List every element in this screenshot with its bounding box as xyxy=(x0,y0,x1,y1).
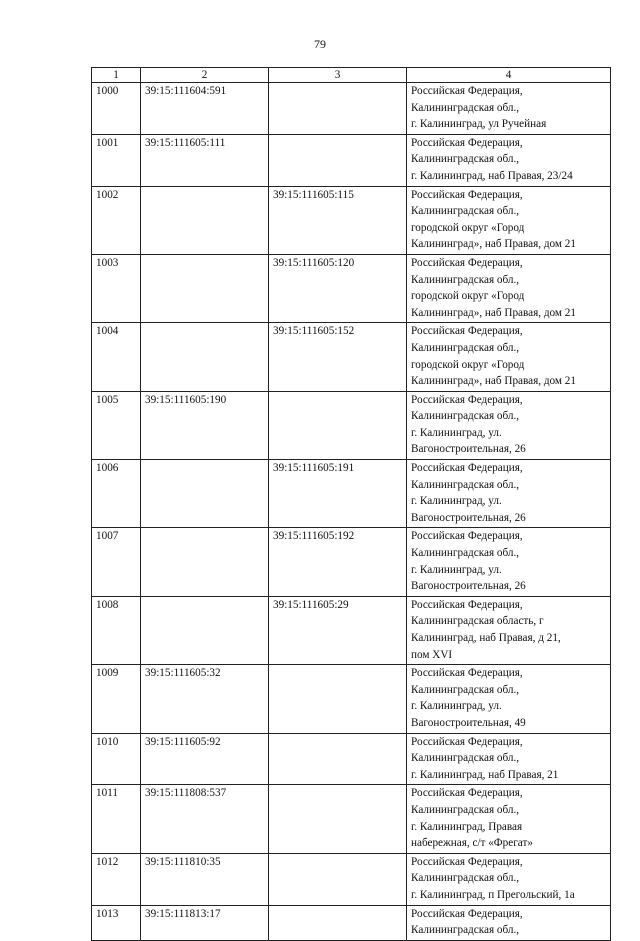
row-number-cell: 1011 xyxy=(92,785,141,853)
row-number-cell: 1002 xyxy=(92,186,141,254)
address-line: г. Калининград, п Прегольский, 1а xyxy=(411,888,575,901)
address-line: Калининградская обл., xyxy=(411,683,520,696)
address-line: г. Калининград, ул. xyxy=(411,700,502,713)
address-line: Калининград», наб Правая, дом 21 xyxy=(411,375,576,388)
address-cell xyxy=(407,733,611,785)
cadastral-number-cell xyxy=(141,528,269,596)
building-cadastral-number-cell xyxy=(269,853,407,905)
building-cadastral-number-cell: 39:15:111605:29 xyxy=(269,596,407,664)
address-cell xyxy=(407,134,611,186)
address-line: Калининградская обл., xyxy=(411,547,520,560)
row-number-cell: 1012 xyxy=(92,853,141,905)
row-number-cell: 1013 xyxy=(92,905,141,940)
address-cell xyxy=(407,460,611,528)
address-line: Российская Федерация, xyxy=(411,735,523,748)
cadastral-number-cell: 39:15:111604:591 xyxy=(141,83,269,135)
address-line: Калининградская обл., xyxy=(411,341,520,354)
row-number-cell: 1008 xyxy=(92,596,141,664)
building-cadastral-number-cell xyxy=(269,785,407,853)
cadastral-number-cell: 39:15:111808:537 xyxy=(141,785,269,853)
address-line: Калининградская обл., xyxy=(411,273,520,286)
address-line: пом XVI xyxy=(411,648,453,661)
address-line: Российская Федерация, xyxy=(411,325,523,338)
address-line: Калининградская обл., xyxy=(411,205,520,218)
header-col-3: 3 xyxy=(269,68,407,83)
building-cadastral-number-cell xyxy=(269,905,407,940)
address-line: г. Калининград, ул. xyxy=(411,426,502,439)
building-cadastral-number-cell: 39:15:111605:152 xyxy=(269,323,407,391)
building-cadastral-number-cell: 39:15:111605:191 xyxy=(269,460,407,528)
table-row xyxy=(92,596,611,664)
address-line: набережная, с/т «Фрегат» xyxy=(411,837,533,850)
address-cell xyxy=(407,186,611,254)
address-line: городской округ «Город xyxy=(411,221,525,234)
row-number-cell: 1010 xyxy=(92,733,141,785)
table-row xyxy=(92,83,611,135)
address-line: Калининградская обл., xyxy=(411,752,520,765)
row-number-cell: 1009 xyxy=(92,665,141,733)
building-cadastral-number-cell xyxy=(269,665,407,733)
table-row xyxy=(92,528,611,596)
building-cadastral-number-cell: 39:15:111605:120 xyxy=(269,254,407,322)
address-line: Российская Федерация, xyxy=(411,188,523,201)
cadastral-number-cell: 39:15:111810:35 xyxy=(141,853,269,905)
address-line: Вагоностроительная, 26 xyxy=(411,443,526,456)
address-cell xyxy=(407,83,611,135)
table-row xyxy=(92,733,611,785)
address-line: Российская Федерация, xyxy=(411,393,523,406)
address-line: Калининградская область, г xyxy=(411,615,544,628)
address-line: Калининградская обл., xyxy=(411,872,520,885)
address-line: г. Калининград, наб Правая, 23/24 xyxy=(411,169,573,182)
address-line: Российская Федерация, xyxy=(411,667,523,680)
cadastral-table xyxy=(91,67,611,941)
address-cell xyxy=(407,323,611,391)
cadastral-number-cell xyxy=(141,186,269,254)
row-number-cell: 1004 xyxy=(92,323,141,391)
row-number-cell: 1000 xyxy=(92,83,141,135)
table-row xyxy=(92,323,611,391)
page-number: 79 xyxy=(314,37,326,51)
address-line: Российская Федерация, xyxy=(411,136,523,149)
table-row xyxy=(92,254,611,322)
table-row xyxy=(92,665,611,733)
cadastral-number-cell: 39:15:111605:32 xyxy=(141,665,269,733)
address-line: Вагоностроительная, 26 xyxy=(411,580,526,593)
address-line: г. Калининград, Правая xyxy=(411,820,523,833)
address-line: городской округ «Город xyxy=(411,358,525,371)
table-header xyxy=(92,68,611,83)
address-line: Калининградская обл., xyxy=(411,803,520,816)
address-line: г. Калининград, ул. xyxy=(411,495,502,508)
address-line: Российская Федерация, xyxy=(411,907,523,920)
building-cadastral-number-cell: 39:15:111605:192 xyxy=(269,528,407,596)
cadastral-number-cell: 39:15:111605:111 xyxy=(141,134,269,186)
table-row xyxy=(92,391,611,459)
table-row xyxy=(92,905,611,940)
table-row xyxy=(92,460,611,528)
address-line: Калининград, наб Правая, д 21, xyxy=(411,632,561,644)
address-line: Российская Федерация, xyxy=(411,462,523,475)
building-cadastral-number-cell: 39:15:111605:115 xyxy=(269,186,407,254)
address-line: Калининградская обл., xyxy=(411,410,520,423)
address-cell xyxy=(407,391,611,459)
row-number-cell: 1003 xyxy=(92,254,141,322)
address-cell xyxy=(407,905,611,940)
address-cell xyxy=(407,254,611,322)
table-row xyxy=(92,186,611,254)
address-cell xyxy=(407,528,611,596)
address-line: Вагоностроительная, 26 xyxy=(411,511,526,524)
address-line: Российская Федерация, xyxy=(411,855,523,868)
table-row xyxy=(92,134,611,186)
address-line: г. Калининград, ул Ручейная xyxy=(411,118,547,131)
cadastral-number-cell xyxy=(141,596,269,664)
address-line: Калининградская обл., xyxy=(411,924,520,937)
address-line: г. Калининград, наб Правая, 21 xyxy=(411,768,559,781)
address-line: городской округ «Город xyxy=(411,290,525,303)
header-row xyxy=(92,68,611,83)
cadastral-number-cell: 39:15:111605:190 xyxy=(141,391,269,459)
address-line: Российская Федерация, xyxy=(411,256,523,269)
cadastral-number-cell: 39:15:111605:92 xyxy=(141,733,269,785)
header-col-4: 4 xyxy=(407,68,611,83)
address-line: Российская Федерация, xyxy=(411,787,523,800)
address-line: Российская Федерация, xyxy=(411,85,523,97)
address-line: Российская Федерация, xyxy=(411,598,523,611)
table-row xyxy=(92,853,611,905)
building-cadastral-number-cell xyxy=(269,733,407,785)
header-col-2: 2 xyxy=(141,68,269,83)
table-row xyxy=(92,785,611,853)
building-cadastral-number-cell xyxy=(269,391,407,459)
address-line: Калининградская обл., xyxy=(411,478,520,491)
building-cadastral-number-cell xyxy=(269,83,407,135)
row-number-cell: 1006 xyxy=(92,460,141,528)
address-line: Калининград», наб Правая, дом 21 xyxy=(411,306,576,319)
address-line: Калининградская обл., xyxy=(411,101,520,114)
address-cell xyxy=(407,665,611,733)
cadastral-number-cell: 39:15:111813:17 xyxy=(141,905,269,940)
cadastral-number-cell xyxy=(141,323,269,391)
address-cell xyxy=(407,853,611,905)
address-line: Калининградская обл., xyxy=(411,153,520,166)
building-cadastral-number-cell xyxy=(269,134,407,186)
header-col-1: 1 xyxy=(92,68,141,83)
address-cell xyxy=(407,596,611,664)
address-line: Российская Федерация, xyxy=(411,530,523,543)
table-body xyxy=(92,83,611,941)
row-number-cell: 1005 xyxy=(92,391,141,459)
address-cell xyxy=(407,785,611,853)
row-number-cell: 1007 xyxy=(92,528,141,596)
address-line: г. Калининград, ул. xyxy=(411,563,502,576)
cadastral-number-cell xyxy=(141,254,269,322)
address-line: Калининград», наб Правая, дом 21 xyxy=(411,238,576,251)
cadastral-number-cell xyxy=(141,460,269,528)
address-line: Вагоностроительная, 49 xyxy=(411,716,526,729)
row-number-cell: 1001 xyxy=(92,134,141,186)
